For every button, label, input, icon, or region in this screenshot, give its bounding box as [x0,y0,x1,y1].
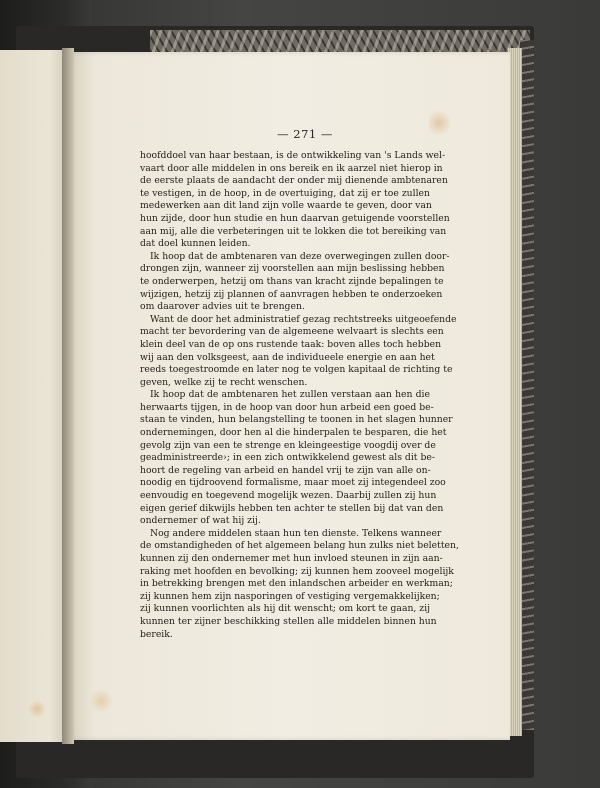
text-line: te vestigen, in de hoop, in de overtuiging, dat zij er toe zullen [140,187,430,199]
text-line: reeds toegestroomde en later nog te volgen kapitaal de richting te [140,364,453,376]
body-text [140,150,459,641]
page-number: — 271 — [277,127,333,141]
text-line: Nog andere middelen staan hun ten dienste. Telkens wanneer [150,527,442,539]
text-line: de omstandigheden of het algemeen belang hun zulks niet beletten, [140,540,459,552]
text-line: te onderwerpen, hetzij om thans van kracht zijnde bepalingen te [140,275,444,287]
text-line: hoort de regeling van arbeid en handel vrij te zijn van alle on- [140,464,431,476]
text-line: zij kunnen voorlichten als hij dit wenscht; om kort te gaan, zij [140,603,431,615]
text-line: zij kunnen hem zijn nasporingen of vestiging vergemakkelijken; [140,590,440,602]
text-line: herwaarts tijgen, in de hoop van door hun arbeid een goed be- [140,401,434,413]
text-line: vaart door alle middelen in ons bereik en ik aarzel niet hierop in [140,162,443,174]
text-line: staan te vinden, hun belangstelling te toonen in het slagen hunner [140,414,453,426]
page-stack-edge [508,48,522,736]
paper-stain [28,700,46,718]
text-line: noodig en tijdroovend formalisme, maar moet zij integendeel zoo [140,477,446,489]
text-line: hun zijde, door hun studie en hun daarvan getuigende voorstellen [140,212,450,224]
text-line: de eerste plaats de aandacht der onder mij dienende ambtenaren [140,175,448,187]
text-line: klein deel van de op ons rustende taak: boven alles toch hebben [140,338,442,350]
text-line: geadministreerde›; in een zich ontwikkelend gewest als dit be- [140,452,435,464]
text-line: aan mij, alle die verbeteringen uit te lokken die tot bereiking van [140,225,447,237]
text-line: gevolg zijn van een te strenge en kleingeestige voogdij over de [140,439,436,451]
text-line: wijzigen, hetzij zij plannen of aanvragen hebben te onderzoeken [140,288,443,300]
text-line: geven, welke zij te recht wenschen. [140,376,308,388]
text-line: hoofddoel van haar bestaan, is de ontwikkeling van 's Lands wel- [140,150,446,161]
text-line: om daarover advies uit te brengen. [140,301,305,313]
text-line: Ik hoop dat de ambtenaren het zullen verstaan aan hen die [150,389,430,401]
book-gutter [62,48,74,744]
left-page [0,50,70,742]
cover-marbled-edge [150,30,530,52]
text-line: eigen gerief dikwijls hebben ten achter te stellen bij dat van den [140,502,444,514]
cover-marbled-side [520,40,534,730]
text-line: ondernemer of wat hij zij. [140,515,261,527]
text-line: kunnen zij den ondernemer met hun invloed steunen in zijn aan- [140,553,443,564]
text-line: kunnen ter zijner beschikking stellen alle middelen binnen hun [140,615,437,627]
text-line: macht ter bevordering van de algemeene welvaart is slechts een [140,326,444,338]
text-line: dat doel kunnen leiden. [140,238,251,250]
text-line: wij aan den volksgeest, aan de individueele energie en aan het [140,351,435,363]
text-line: in betrekking brengen met den inlandschen arbeider en werkman; [140,578,453,590]
text-line: medewerken aan dit land zijn volle waarde te geven, door van [140,200,432,212]
text-line: eenvoudig en toegevend mogelijk wezen. Daarbij zullen zij hun [140,490,437,502]
text-line: Ik hoop dat de ambtenaren van deze overwegingen zullen door- [150,250,450,262]
text-line: bereik. [140,628,173,640]
text-line: raking met hoofden en bevolking; zij kunnen hem zooveel mogelijk [140,565,454,577]
paper-stain [88,690,114,712]
text-line: ondernemingen, door hen al die hinderpalen te besparen, die het [140,427,447,439]
text-line: drongen zijn, wanneer zij voorstellen aan mijn beslissing hebben [140,263,445,275]
text-line: Want de door het administratief gezag rechtstreeks uitgeoefende [150,313,457,325]
